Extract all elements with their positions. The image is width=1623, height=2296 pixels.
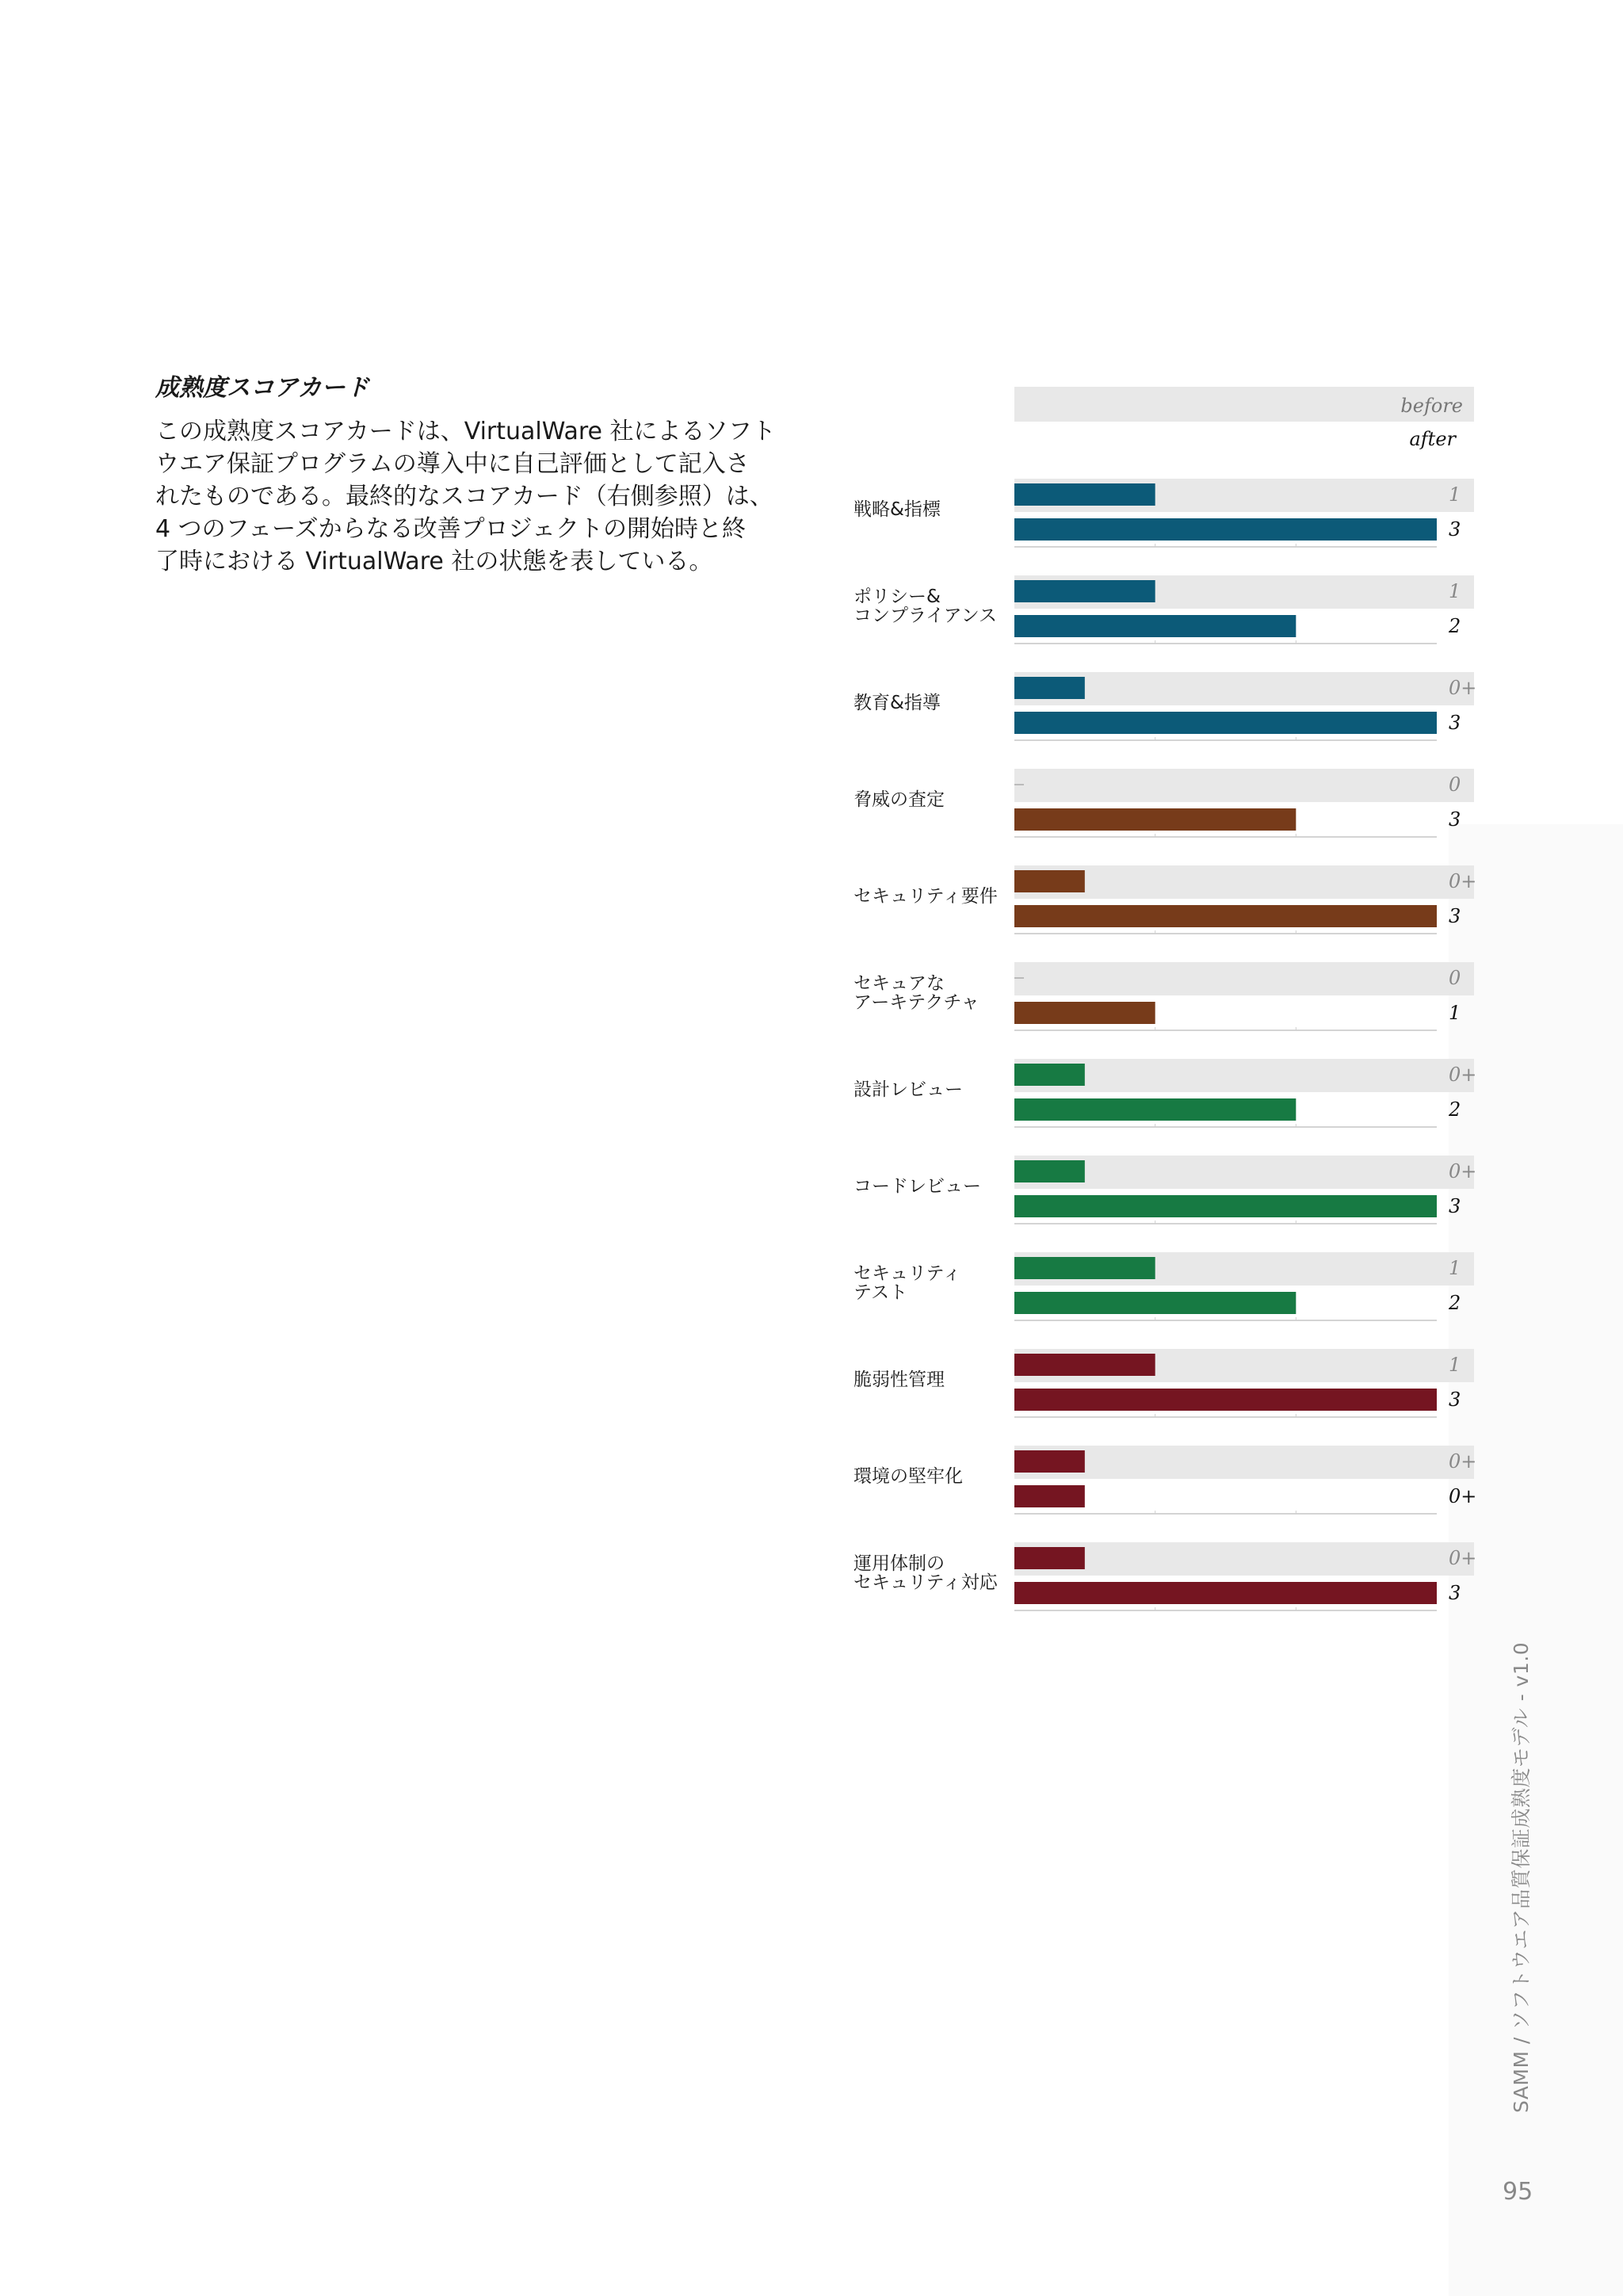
after-value: 3 [1449,1582,1461,1604]
after-value: 3 [1449,808,1461,831]
intro-paragraph [155,415,789,578]
intro-line: 了時における VirtualWare 社の状態を表している。 [155,548,713,575]
category-label: セキュアな [854,973,945,994]
legend-after: after [1409,428,1456,450]
before-value: 0+ [1449,1160,1477,1182]
after-bar [1014,1485,1085,1507]
after-value: 3 [1449,905,1461,927]
after-bar [1014,1582,1437,1604]
after-value: 3 [1449,518,1461,541]
before-bar [1014,1257,1155,1279]
after-value: 3 [1449,1389,1461,1411]
before-value: 1 [1449,483,1461,506]
category-label: 運用体制の [854,1553,945,1574]
after-bar [1014,1098,1296,1121]
category-label: セキュリティ対応 [854,1572,998,1593]
before-value: 0 [1449,967,1461,989]
after-value: 2 [1449,615,1461,637]
before-bar [1014,580,1155,602]
after-bar [1014,808,1296,831]
after-bar [1014,615,1296,637]
after-bar [1014,1389,1437,1411]
before-bar [1014,870,1085,892]
category-label: アーキテクチャ [854,992,980,1013]
before-value: 1 [1449,1354,1461,1376]
category-label: コンプライアンス [854,606,998,626]
after-value: 2 [1449,1098,1461,1121]
before-bar [1014,677,1085,699]
before-value: 0 [1449,774,1461,796]
after-bar [1014,905,1437,927]
category-label: 戦略&指標 [854,499,941,520]
before-bar [1014,483,1155,506]
section-title: 成熟度スコアカード [155,374,369,402]
after-bar [1014,1195,1437,1217]
before-value: 0+ [1449,1064,1477,1086]
before-value: 1 [1449,580,1461,602]
before-bar [1014,1450,1085,1473]
before-row-band [1014,769,1474,802]
category-label: 環境の堅牢化 [854,1466,963,1487]
category-label: ポリシー& [854,586,941,607]
before-bar [1014,1354,1155,1376]
after-value: 0+ [1449,1485,1477,1507]
after-value: 3 [1449,1195,1461,1217]
category-label: コードレビュー [854,1176,981,1197]
after-bar [1014,518,1437,541]
category-label: セキュリティ [854,1263,961,1284]
intro-line: 4 つのフェーズからなる改善プロジェクトの開始時と終 [155,515,747,543]
category-label: セキュリティ要件 [854,886,998,907]
maturity-scorecard-chart [840,380,1490,1617]
before-value: 0+ [1449,870,1477,892]
intro-line: れたものである。最終的なスコアカード（右側参照）は、 [155,483,773,510]
category-label: テスト [854,1282,908,1303]
before-value: 0+ [1449,677,1477,699]
after-bar [1014,1002,1155,1024]
running-title: SAMM / ソフトウエア品質保証成熟度モデル - v1.0 [1510,1641,1533,2113]
after-bar [1014,712,1437,734]
after-bar [1014,1292,1296,1314]
before-bar [1014,1160,1085,1182]
before-value: 1 [1449,1257,1461,1279]
category-label: 教育&指導 [854,693,941,713]
intro-line: この成熟度スコアカードは、VirtualWare 社によるソフト [155,418,776,445]
category-label: 脅威の査定 [854,789,945,810]
after-value: 2 [1449,1292,1461,1314]
after-value: 3 [1449,712,1461,734]
before-bar [1014,1064,1085,1086]
before-bar [1014,1547,1085,1569]
page-number: 95 [1503,2178,1533,2206]
before-value: 0+ [1449,1450,1477,1473]
after-value: 1 [1449,1002,1461,1024]
before-row-band [1014,962,1474,995]
before-value: 0+ [1449,1547,1477,1569]
category-label: 脆弱性管理 [854,1370,945,1390]
legend-before: before [1400,395,1463,417]
category-label: 設計レビュー [854,1079,963,1100]
intro-line: ウエア保証プログラムの導入中に自己評価として記入さ [155,450,750,478]
